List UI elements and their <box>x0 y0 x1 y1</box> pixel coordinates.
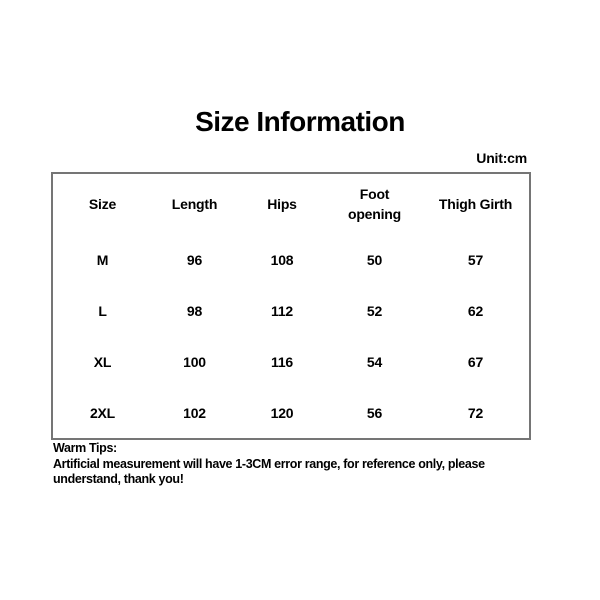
foot-opening-cell: 50 <box>366 251 383 268</box>
size-cell: 2XL <box>89 404 116 421</box>
size-cell: M <box>96 251 109 268</box>
foot-opening-cell: 56 <box>366 404 383 421</box>
column-header-thigh-girth <box>422 173 530 234</box>
size-cell: XL <box>93 353 112 370</box>
foot-opening-cell: 52 <box>366 302 383 319</box>
warm-tips-line: Artificial measurement will have 1-3CM error range, for reference only, please <box>53 456 485 471</box>
warm-tips-heading: Warm Tips: <box>53 441 117 455</box>
table-header-row <box>52 173 530 234</box>
thigh-girth-cell: 62 <box>467 302 484 319</box>
page-title: Size Information <box>195 106 405 137</box>
column-header-hips-label: Hips <box>267 196 297 212</box>
table-row-2xl <box>52 387 530 439</box>
length-cell: 98 <box>186 302 203 319</box>
length-cell: 102 <box>183 404 206 421</box>
hips-cell: 112 <box>271 302 293 319</box>
table-row-l <box>52 285 530 336</box>
table-row-xl <box>52 336 530 387</box>
column-header-length-label: Length <box>171 196 218 212</box>
column-header-foot-opening <box>327 173 422 234</box>
thigh-girth-cell: 67 <box>467 353 484 370</box>
size-table <box>51 172 531 440</box>
hips-cell: 116 <box>271 353 293 370</box>
thigh-girth-cell: 57 <box>467 251 484 268</box>
size-cell: L <box>98 302 107 319</box>
thigh-girth-cell: 72 <box>467 404 484 421</box>
warm-tips <box>53 441 485 488</box>
column-header-size <box>52 173 152 234</box>
column-header-foot-opening-label: Foot opening <box>347 186 402 222</box>
hips-cell: 108 <box>270 251 294 268</box>
column-header-length <box>152 173 237 234</box>
hips-cell: 120 <box>270 404 294 421</box>
column-header-thigh-girth-label: Thigh Girth <box>438 196 513 212</box>
length-cell: 100 <box>183 353 206 370</box>
length-cell: 96 <box>186 251 203 268</box>
unit-label: Unit:cm <box>476 150 527 166</box>
warm-tips-line: understand, thank you! <box>53 472 184 486</box>
table-row-m <box>52 234 530 285</box>
foot-opening-cell: 54 <box>366 353 383 370</box>
column-header-hips <box>237 173 327 234</box>
column-header-size-label: Size <box>88 196 117 212</box>
